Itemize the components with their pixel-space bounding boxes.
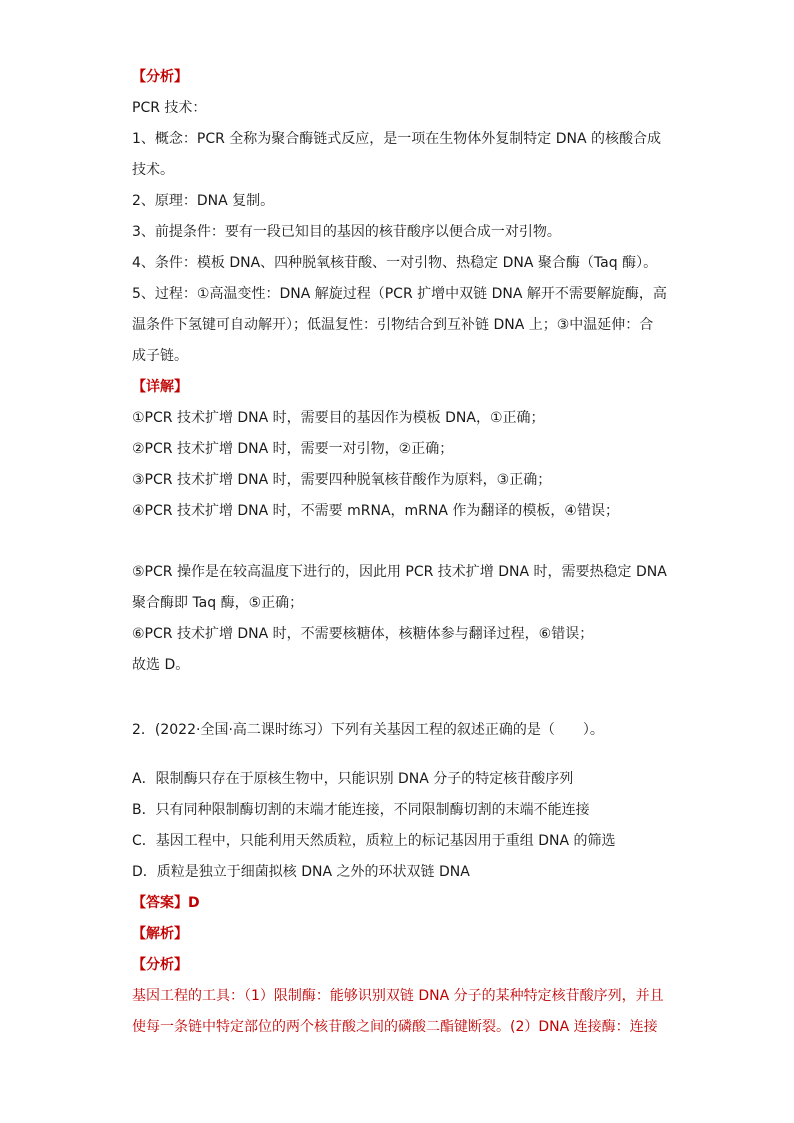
detail-line-1: ①PCR 技术扩增 DNA 时，需要目的基因作为模板 DNA，①正确； [132, 410, 545, 426]
analysis-line-8: 成子链。 [132, 348, 188, 364]
option-b: B．只有同种限制酶切割的末端才能连接，不同限制酶切割的末端不能连接 [132, 802, 590, 818]
analysis-line-3: 2、原理：DNA 复制。 [132, 193, 275, 209]
analysis-line-6: 5、过程：①高温变性：DNA 解旋过程（PCR 扩增中双链 DNA 解开不需要解旋酶，高 [132, 286, 667, 302]
detail-line-8: 故选 D。 [132, 657, 190, 673]
detail-line-7: ⑥PCR 技术扩增 DNA 时，不需要核糖体，核糖体参与翻译过程，⑥错误； [132, 626, 594, 642]
analysis-line-5: 4、条件：模板 DNA、四种脱氧核苷酸、一对引物、热稳定 DNA 聚合酶（Taq 酶）。 [132, 255, 658, 271]
detail-line-5: ⑤PCR 操作是在较高温度下进行的，因此用 PCR 技术扩增 DNA 时，需要热稳定 DNA [132, 564, 667, 580]
analysis-line-2: 技术。 [132, 162, 174, 178]
analysis2-heading: 【分析】 [132, 957, 188, 973]
analysis2-line-1: 基因工程的工具：（1）限制酶：能够识别双链 DNA 分子的某种特定核苷酸序列，并且 [132, 988, 664, 1004]
analysis-intro: PCR 技术： [132, 100, 207, 116]
option-c: C．基因工程中，只能利用天然质粒，质粒上的标记基因用于重组 DNA 的筛选 [132, 833, 616, 849]
spacer [132, 681, 672, 715]
analysis-line-4: 3、前提条件：要有一段已知目的基因的核苷酸序以便合成一对引物。 [132, 224, 561, 240]
detail-line-4: ④PCR 技术扩增 DNA 时，不需要 mRNA，mRNA 作为翻译的模板，④错误； [132, 503, 619, 519]
detail-line-2: ②PCR 技术扩增 DNA 时，需要一对引物，②正确； [132, 441, 454, 457]
detail-heading: 【详解】 [132, 379, 188, 395]
analysis-line-7: 温条件下氢键可自动解开）；低温复性：引物结合到互补链 DNA 上；③中温延伸：合 [132, 317, 654, 333]
analysis-line-1: 1、概念：PCR 全称为聚合酶链式反应，是一项在生物体外复制特定 DNA 的核酸合成 [132, 131, 662, 147]
spacer [132, 746, 672, 764]
detail-line-3: ③PCR 技术扩增 DNA 时，需要四种脱氧核苷酸作为原料，③正确； [132, 472, 552, 488]
analysis-heading: 【分析】 [132, 69, 188, 85]
document-page [132, 62, 672, 1043]
question-stem: 2．(2022·全国·高二课时练习）下列有关基因工程的叙述正确的是（ ）。 [132, 722, 604, 738]
jiexi-heading: 【解析】 [132, 926, 188, 942]
detail-line-6: 聚合酶即 Taq 酶，⑤正确； [132, 595, 304, 611]
answer-label: 【答案】D [132, 895, 200, 911]
analysis2-line-2: 使每一条链中特定部位的两个核苷酸之间的磷酸二酯键断裂。(2）DNA 连接酶：连接 [132, 1019, 658, 1035]
option-d: D．质粒是独立于细菌拟核 DNA 之外的环状双链 DNA [132, 864, 470, 880]
option-a: A．限制酶只存在于原核生物中，只能识别 DNA 分子的特定核苷酸序列 [132, 771, 574, 787]
spacer [132, 527, 672, 557]
